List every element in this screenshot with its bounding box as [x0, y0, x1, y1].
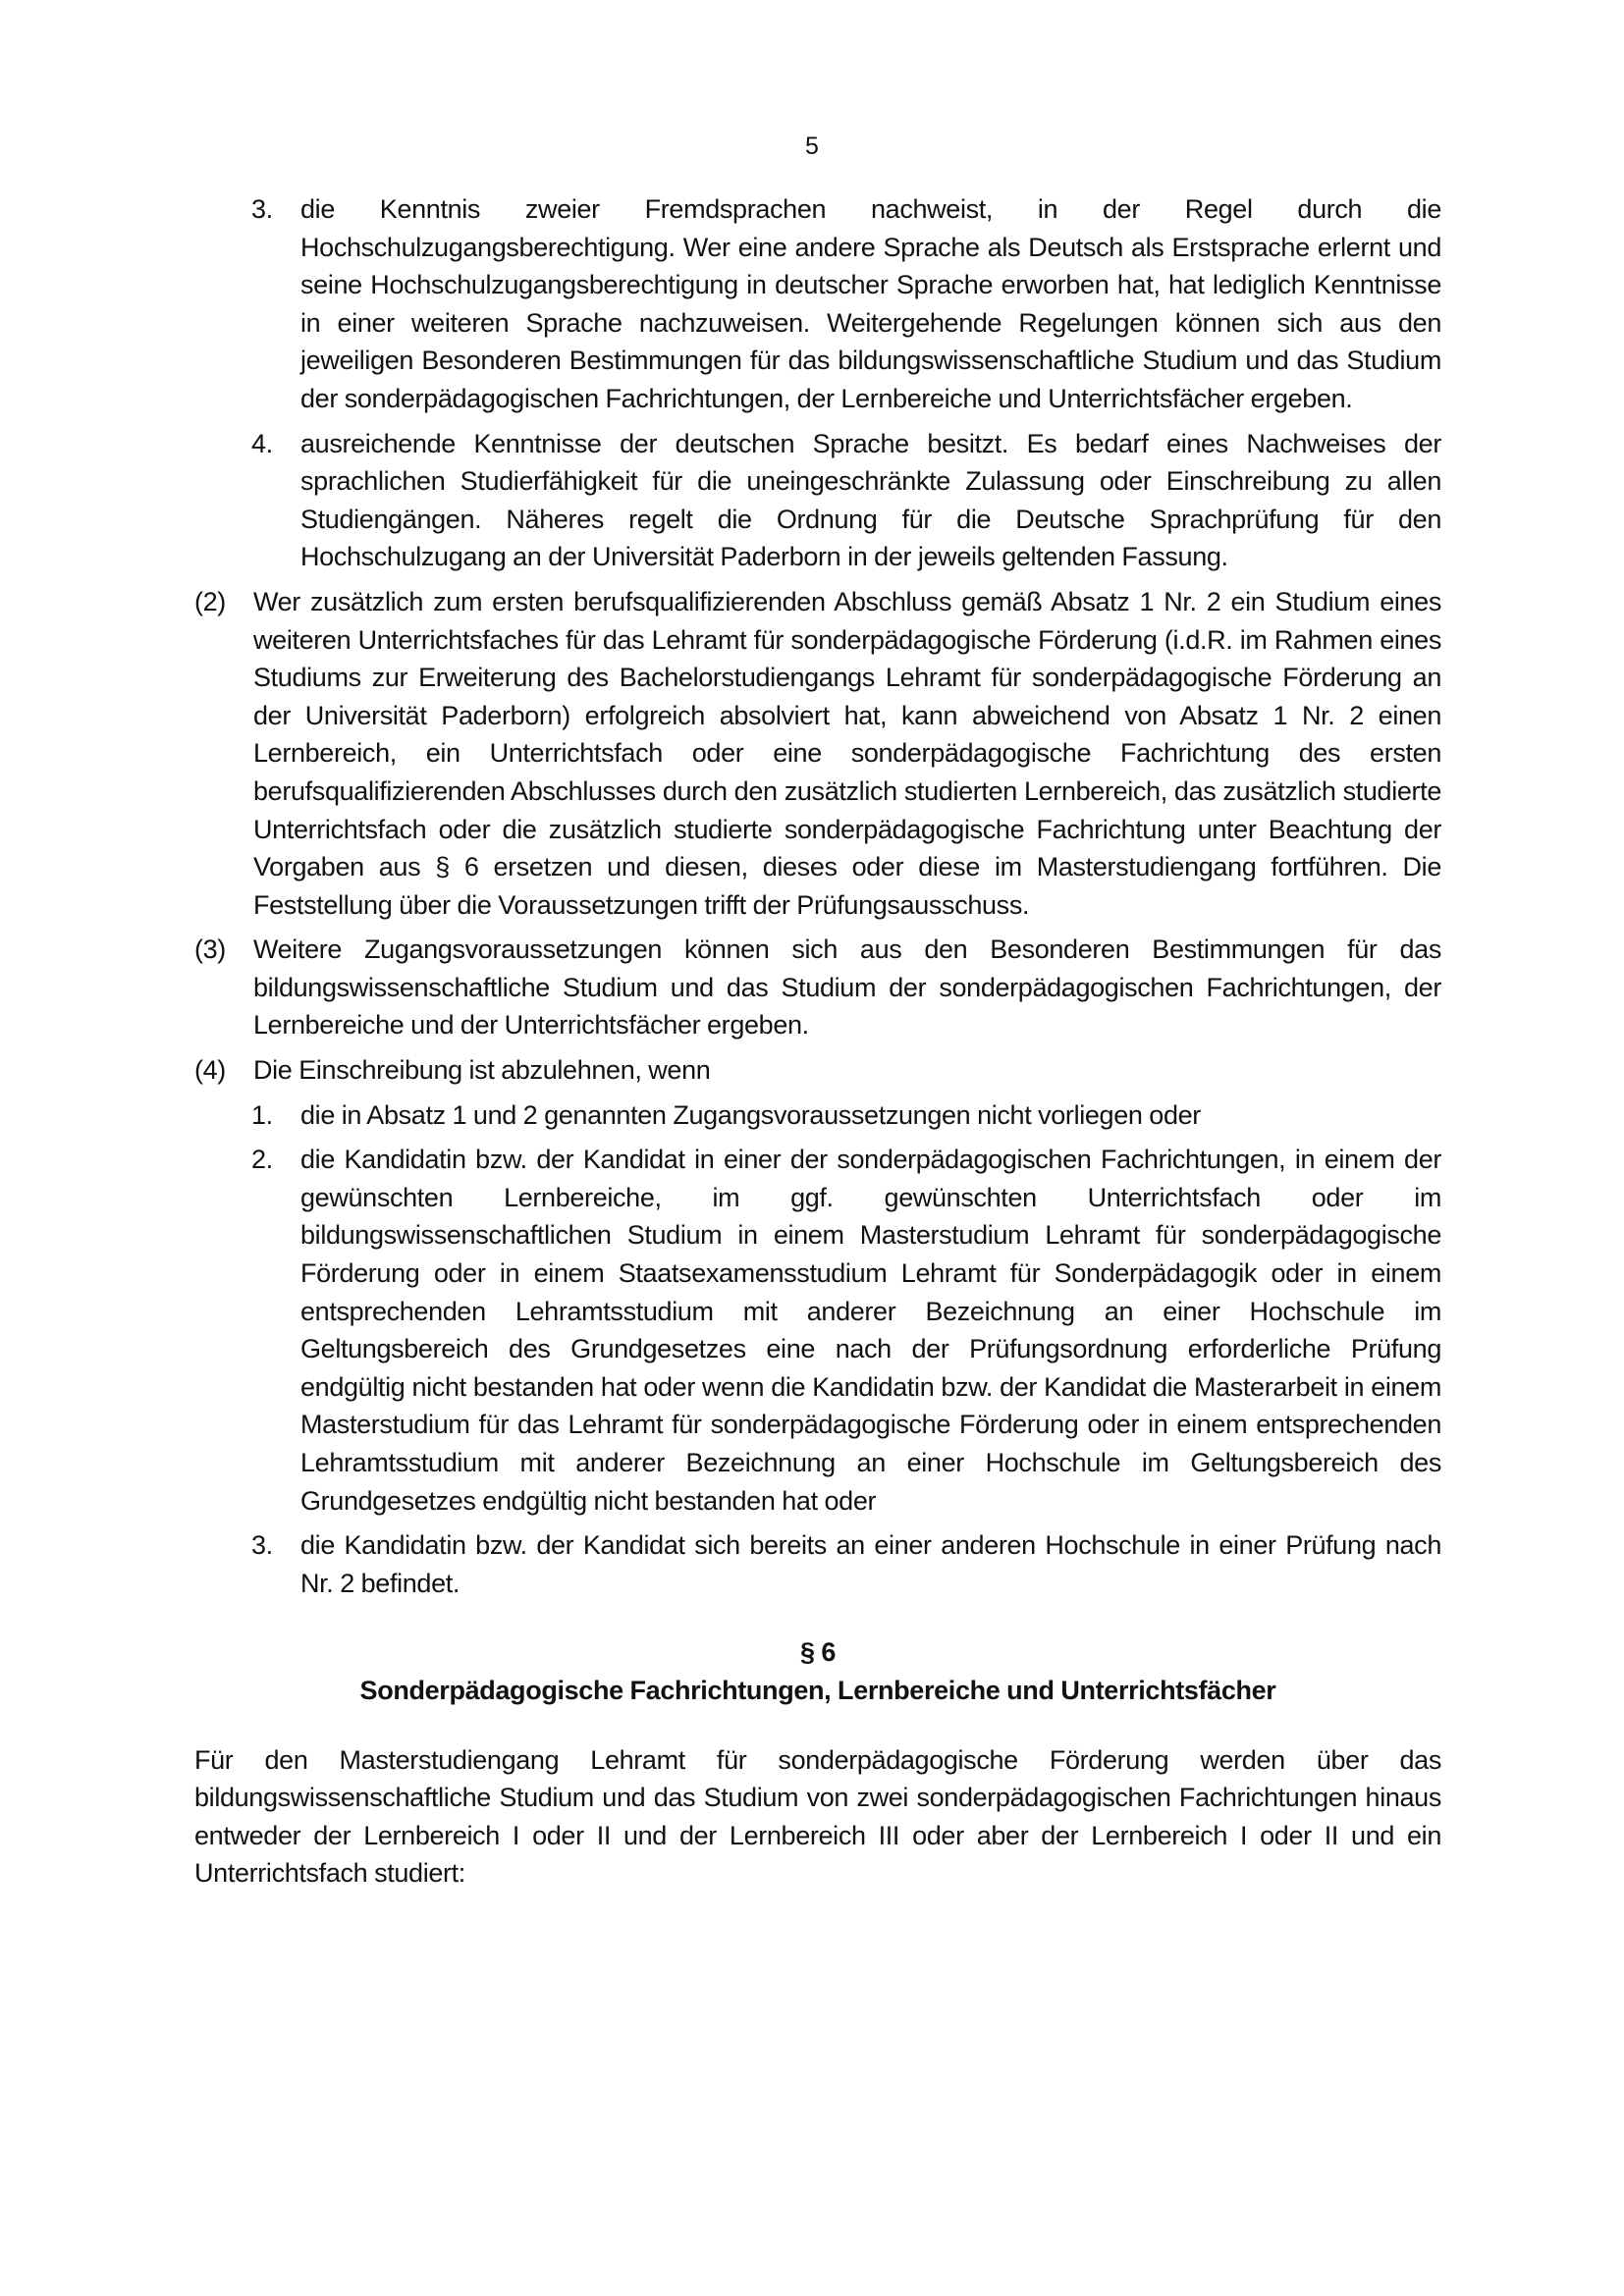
list-item-number: 3. — [251, 194, 273, 224]
paragraph-number: (2) — [194, 586, 226, 616]
paragraph-text: Weitere Zugangsvoraussetzungen können sich aus den Besonderen Bestimmungen für das bildungswissenschaftliche Studium und das Studium der sonderpädagogischen Fachrichtungen, der Lernbereiche und der Unterrichtsfächer ergeben. — [253, 934, 1441, 1041]
paragraph-number: (4) — [194, 1055, 226, 1086]
paragraph — [194, 1051, 1441, 1090]
list-item-number: 3. — [251, 1530, 273, 1561]
list-item-number: 4. — [251, 428, 273, 458]
list-item — [194, 190, 1441, 418]
list-item — [194, 1141, 1441, 1520]
paragraph-text: Wer zusätzlich zum ersten berufsqualifizierenden Abschluss gemäß Absatz 1 Nr. 2 ein Studium eines weiteren Unterrichtsfaches für das Lehramt für sonderpädagogische Förderung (i.d.R. im Rahmen eines Studiums zur Erweiterung des Bachelorstudiengangs Lehramt für sonderpädagogische Förderung an der Universität Paderborn) erfolgreich absolviert hat, kann abweichend von Absatz 1 Nr. 2 einen Lernbereich, ein Unterrichtsfach oder eine sonderpädagogische Fachrichtung des ersten berufsqualifizierenden Abschlusses durch den zusätzlich studierten Lernbereich, das zusätzlich studierte Unterrichtsfach oder die zusätzlich studierte sonderpädagogische Fachrichtung unter Beachtung der Vorgaben aus § 6 ersetzen und diesen, dieses oder diese im Masterstudiengang fortführen. Die Feststellung über die Voraussetzungen trifft der Prüfungsausschuss. — [253, 586, 1441, 920]
list-item-number: 1. — [251, 1099, 273, 1130]
paragraph — [194, 583, 1441, 924]
section-heading — [194, 1633, 1441, 1709]
list-item-text: die Kandidatin bzw. der Kandidat in einer der sonderpädagogischen Fachrichtungen, in einem der gewünschten Lernbereiche, im ggf. gewünschten Unterrichtsfach oder im bildungswissenschaftlichen Studium in einem Masterstudium Lehramt für sonderpädagogische Förderung oder in einem Staatsexamensstudium Lehramt für Sonderpädagogik oder in einem entsprechenden Lehramtsstudium mit anderer Bezeichnung an einer Hochschule im Geltungsbereich des Grundgesetzes eine nach der Prüfungsordnung erforderliche Prüfung endgültig nicht bestanden hat oder wenn die Kandidatin bzw. der Kandidat die Masterarbeit in einem Masterstudium für das Lehramt für sonderpädagogische Förderung oder in einem entsprechenden Lehramtsstudium mit anderer Bezeichnung an einer Hochschule im Geltungsbereich des Grundgesetzes endgültig nicht bestanden hat oder — [300, 1145, 1441, 1516]
list-item-text: ausreichende Kenntnisse der deutschen Sprache besitzt. Es bedarf eines Nachweises der sprachlichen Studierfähigkeit für die uneingeschränkte Zulassung oder Einschreibung zu allen Studiengängen. Näheres regelt die Ordnung für die Deutsche Sprachprüfung für den Hochschulzugang an der Universität Paderborn in der jeweils geltenden Fassung. — [300, 428, 1441, 572]
list-item-text: die in Absatz 1 und 2 genannten Zugangsvoraussetzungen nicht vorliegen oder — [300, 1099, 1201, 1130]
paragraph — [194, 931, 1441, 1044]
list-item-text: die Kandidatin bzw. der Kandidat sich bereits an einer anderen Hochschule in einer Prüfung nach Nr. 2 befindet. — [300, 1530, 1441, 1598]
list-item — [194, 1526, 1441, 1602]
list-item — [194, 1096, 1441, 1135]
section-intro: Für den Masterstudiengang Lehramt für sonderpädagogische Förderung werden über das bildungswissenschaftliche Studium und das Studium von zwei sonderpädagogischen Fachrichtungen hinaus entweder der Lernbereich I oder II und der Lernbereich III oder aber der Lernbereich I oder II und ein Unterrichtsfach studiert: — [194, 1744, 1441, 1889]
page-content — [194, 190, 1441, 1893]
page-number: 5 — [805, 133, 819, 160]
list-item-number: 2. — [251, 1145, 273, 1175]
paragraph-text: Die Einschreibung ist abzulehnen, wenn — [253, 1055, 711, 1086]
section-title: Sonderpädagogische Fachrichtungen, Lernbereiche und Unterrichtsfächer — [359, 1675, 1276, 1705]
list-item — [194, 425, 1441, 576]
section-number: § 6 — [799, 1637, 837, 1668]
list-item-text: die Kenntnis zweier Fremdsprachen nachweist, in der Regel durch die Hochschulzugangsberechtigung. Wer eine andere Sprache als Deutsch als Erstsprache erlernt und seine Hochschulzugangsberechtigung in deutscher Sprache erworben hat, hat lediglich Kenntnisse in einer weiteren Sprache nachzuweisen. Weitergehende Regelungen können sich aus den jeweiligen Besonderen Bestimmungen für das bildungswissenschaftliche Studium und das Studium der sonderpädagogischen Fachrichtungen, der Lernbereiche und Unterrichtsfächer ergeben. — [300, 194, 1441, 413]
paragraph-number: (3) — [194, 934, 226, 965]
